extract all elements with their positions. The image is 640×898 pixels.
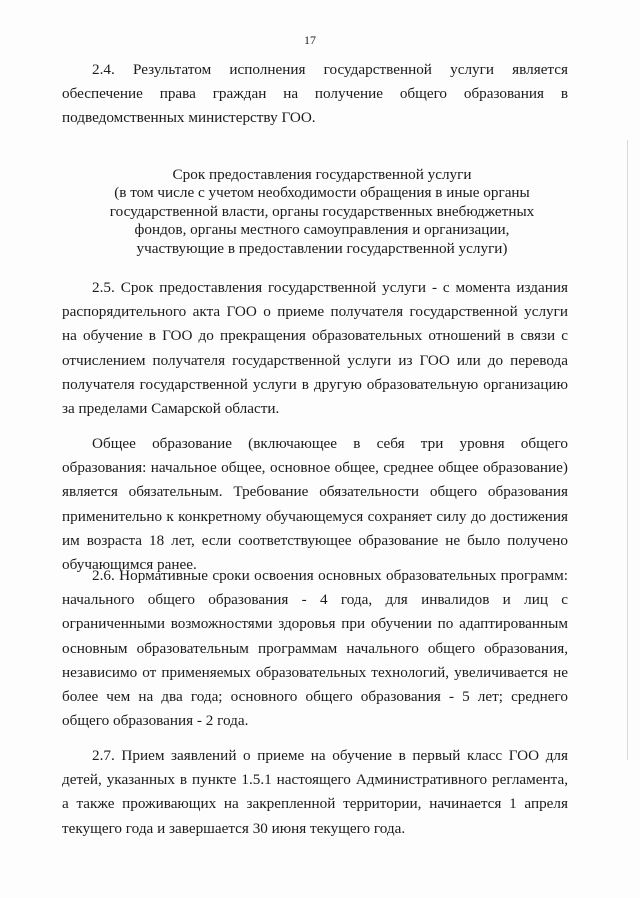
heading-line: Срок предоставления государственной услуги <box>172 166 472 183</box>
paragraph-2-4: 2.4. Результатом исполнения государственной услуги является обеспечение права граждан на получение общего образования в подведомственных министерству ГОО. <box>62 61 568 127</box>
page-number: 17 <box>304 33 316 47</box>
paragraph-2-5: 2.5. Срок предоставления государственной услуги - с момента издания распорядительного акта ГОО о приеме получателя государственной услуги на обучение в ГОО до прекращения образовательных отношений в связи с отчислением получателя государственной услуги из ГОО или до перевода получателя государственной услуги в другую образовательную организацию за пределами Самарской области. <box>62 279 568 418</box>
paragraph-2-7: 2.7. Прием заявлений о приеме на обучение в первый класс ГОО для детей, указанных в пункте 1.5.1 настоящего Административного регламента, а также проживающих на закрепленной территории, начинается 1 апреля текущего года и завершается 30 июня текущего года. <box>62 747 568 837</box>
paragraph-general-education: Общее образование (включающее в себя три уровня общего образования: начальное общее, основное общее, среднее общее образование) является обязательным. Требование обязательности общего образования применительно к конкретному обучающемуся сохраняет силу до достижения им возраста 18 лет, если соответствующее образование не было получено обучающимся ранее. <box>62 435 568 574</box>
section-heading <box>62 166 582 258</box>
paragraph-2-6: 2.6. Нормативные сроки освоения основных образовательных программ: начального общего образования - 4 года, для инвалидов и лиц с ограниченными возможностями здоровья при обучении по адаптированным основным образовательным программам начального общего образования, независимо от применяемых образовательных технологий, увеличивается не более чем на два года; основного общего образования - 5 лет; среднего общего образования - 2 года. <box>62 567 568 730</box>
heading-line: фондов, органы местного самоуправления и организации, <box>134 221 510 239</box>
heading-line: (в том числе с учетом необходимости обращения в иные органы <box>114 184 530 202</box>
heading-line: участвующие в предоставлении государственной услуги) <box>136 239 508 257</box>
scan-edge-mark <box>627 140 628 760</box>
heading-line: государственной власти, органы государственных внебюджетных <box>109 202 535 220</box>
